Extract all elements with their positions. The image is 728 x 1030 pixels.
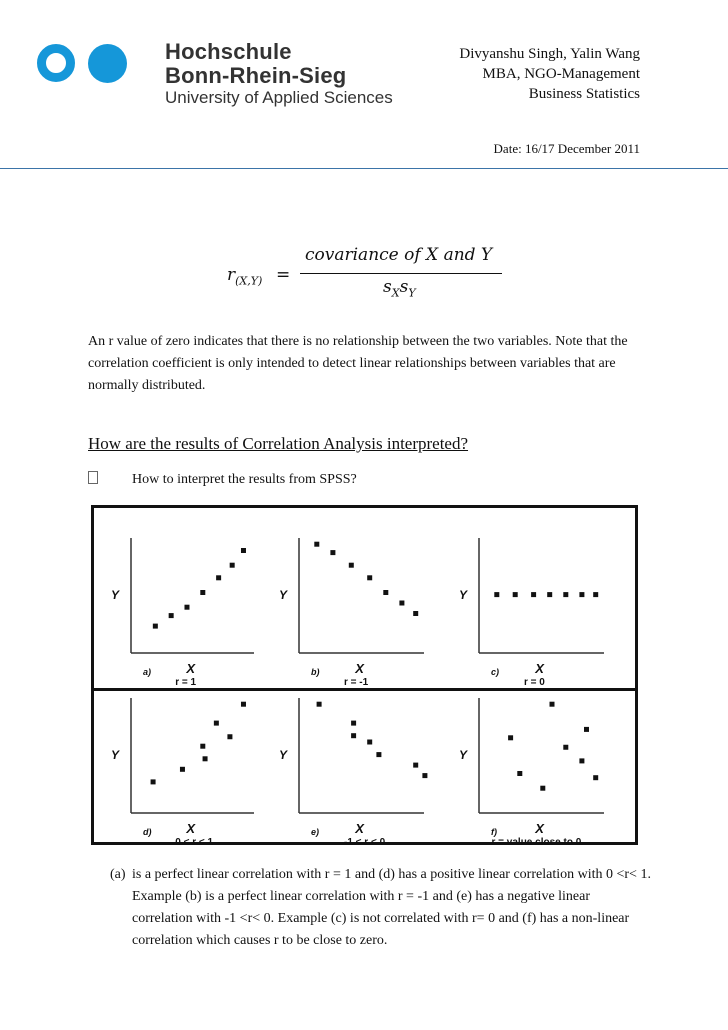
panel-b-letter: b) bbox=[311, 667, 320, 677]
panel-c-letter: c) bbox=[491, 667, 500, 677]
panel-c-point bbox=[563, 592, 568, 597]
university-line2: Bonn-Rhein-Sieg bbox=[165, 63, 347, 88]
panel-b-condition: r = -1 bbox=[344, 677, 369, 688]
panel-c-point bbox=[494, 592, 499, 597]
panel-f-ylabel: Y bbox=[459, 747, 468, 762]
panel-d-point bbox=[241, 702, 246, 707]
panel-b-point bbox=[367, 575, 372, 580]
panel-e-point bbox=[351, 721, 356, 726]
panel-a-xlabel: X bbox=[186, 661, 196, 676]
panel-b-point bbox=[330, 550, 335, 555]
document-date: Date: 16/17 December 2011 bbox=[493, 141, 640, 156]
explanation-paragraph: An r value of zero indicates that there is no relationship between the two variables. Note that the correlation coefficient is only intended to detect linear relationships between variables that are normally distributed. bbox=[88, 334, 628, 393]
panel-f-point bbox=[550, 702, 555, 707]
bullet-item: How to interpret the results from SPSS? bbox=[88, 471, 357, 488]
panel-d-point bbox=[180, 767, 185, 772]
panel-b-point bbox=[383, 590, 388, 595]
panel-f-point bbox=[563, 745, 568, 750]
course: Business Statistics bbox=[528, 86, 640, 102]
panel-d-xlabel: X bbox=[186, 821, 196, 836]
university-name bbox=[165, 40, 346, 88]
panel-f-point bbox=[579, 758, 584, 763]
panel-f-point bbox=[593, 775, 598, 780]
panel-f-point bbox=[517, 771, 522, 776]
panel-f-point bbox=[540, 786, 545, 791]
panel-a-ylabel: Y bbox=[111, 587, 120, 602]
panel-a-condition: r = 1 bbox=[175, 677, 197, 688]
panel-d-point bbox=[151, 779, 156, 784]
panel-b-point bbox=[349, 563, 354, 568]
panel-d-letter: d) bbox=[143, 827, 152, 837]
university-subtitle: University of Applied Sciences bbox=[165, 88, 393, 107]
panel-b-xlabel: X bbox=[355, 661, 364, 676]
panel-f-letter: f) bbox=[491, 827, 497, 837]
panel-a-point bbox=[153, 624, 158, 629]
fraction-bar bbox=[300, 273, 502, 274]
panel-f-point bbox=[584, 727, 589, 732]
panel-e-point bbox=[422, 773, 427, 778]
panel-d-point bbox=[227, 734, 232, 739]
header-divider bbox=[0, 168, 728, 169]
panel-a-letter: a) bbox=[143, 667, 152, 677]
formula-denominator: $s_Xs_Y$ bbox=[383, 277, 416, 300]
panel-c-ylabel: Y bbox=[459, 587, 468, 602]
panel-e-condition: -1 < r < 0 bbox=[344, 837, 386, 848]
correlation-figure bbox=[91, 505, 638, 848]
panel-d-point bbox=[214, 721, 219, 726]
formula-equals: = bbox=[276, 265, 291, 285]
panel-d-condition: 0 < r < 1 bbox=[175, 837, 214, 848]
bullet-box-icon bbox=[88, 471, 98, 484]
panel-d-point bbox=[203, 756, 208, 761]
panel-b-point bbox=[399, 601, 404, 606]
panel-c-condition: r = 0 bbox=[524, 677, 545, 688]
panel-c-xlabel: X bbox=[535, 661, 544, 676]
panel-c-point bbox=[547, 592, 552, 597]
caption-text: is a perfect linear correlation with r = 1 and (d) has a positive linear correlation with 0 <r< 1. Example (b) is a perfect linear correlation with r = -1 and (e) has a negative linear correlation with -1 <r< 0. Example (c) is not correlated with r= 0 and (f) has a non-linear correlation which causes r to be close to zero. bbox=[132, 867, 651, 948]
panel-e-point bbox=[351, 733, 356, 738]
panel-a-point bbox=[169, 613, 174, 618]
panel-c-point bbox=[513, 592, 518, 597]
logo-ring-icon bbox=[37, 44, 75, 82]
panel-b-point bbox=[314, 542, 319, 547]
panel-c-point bbox=[593, 592, 598, 597]
panel-e-point bbox=[317, 702, 322, 707]
authors: Divyanshu Singh, Yalin Wang bbox=[459, 46, 640, 62]
panel-b-ylabel: Y bbox=[279, 587, 288, 602]
panel-a-point bbox=[241, 548, 246, 553]
scatter-panels bbox=[94, 508, 635, 848]
panel-c-point bbox=[579, 592, 584, 597]
panel-f-condition: r = value close to 0 bbox=[491, 837, 582, 848]
panel-e-xlabel: X bbox=[355, 821, 364, 836]
panel-e-ylabel: Y bbox=[279, 747, 288, 762]
panel-e-point bbox=[367, 740, 372, 745]
panel-f-xlabel: X bbox=[535, 821, 544, 836]
caption-label: (a) bbox=[110, 867, 126, 882]
panel-e-point bbox=[413, 763, 418, 768]
panel-c-point bbox=[531, 592, 536, 597]
panel-a-point bbox=[184, 605, 189, 610]
panel-a-point bbox=[200, 590, 205, 595]
university-line1: Hochschule bbox=[165, 39, 292, 64]
formula-numerator: covariance of X and Y bbox=[305, 245, 493, 265]
header-info bbox=[459, 44, 640, 104]
panel-e-letter: e) bbox=[311, 827, 320, 837]
section-heading: How are the results of Correlation Analysis interpreted? bbox=[88, 434, 469, 453]
program: MBA, NGO-Management bbox=[482, 66, 640, 82]
panel-b-point bbox=[413, 611, 418, 616]
panel-f-point bbox=[508, 735, 513, 740]
panel-e-point bbox=[376, 752, 381, 757]
panel-a-point bbox=[216, 575, 221, 580]
logo-dot-icon bbox=[88, 44, 127, 83]
panel-d-point bbox=[200, 744, 205, 749]
panel-d-ylabel: Y bbox=[111, 747, 120, 762]
formula-lhs: $r_{(X,Y)}$ bbox=[227, 265, 263, 288]
panel-a-point bbox=[230, 563, 235, 568]
